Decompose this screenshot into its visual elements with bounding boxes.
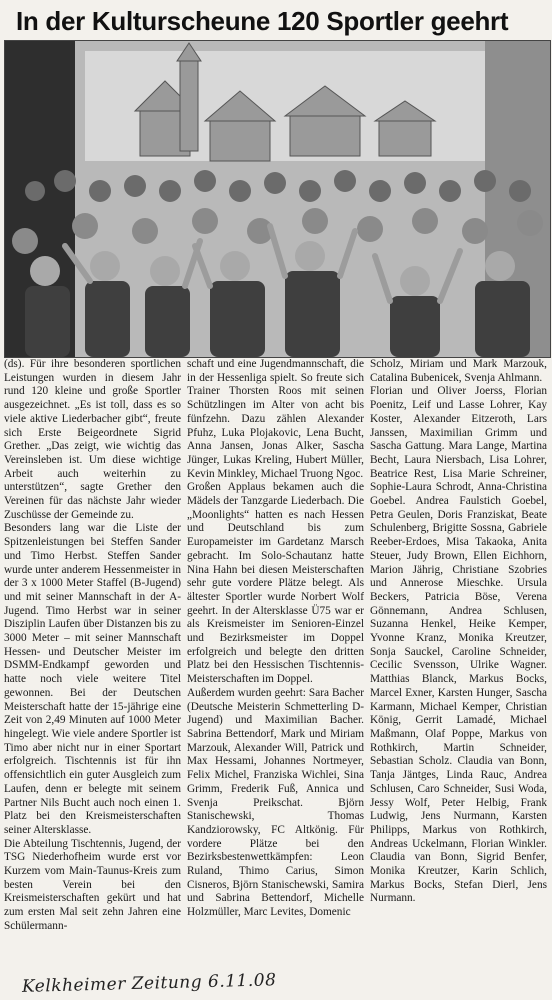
article-paragraph: Großen Applaus bekamen auch die Mädels der Tanzgarde Liederbach. Die „Moonlights“ hatten es nach Hessen und Deutschland bis zum Europameister im Gardetanz Marsch gebracht. Im Solo-Schautanz hatte Nina Hahn bei diesen Meisterschaften sehr gute vordere Plätze belegt. Als ältester Sportler wurde Norbert Wolf geehrt. In der Altersklasse Ü75 war er als Kreismeister im Senioren-Einzel und Bezirksmeister im Doppel erfolgreich und belegte den dritten Platz bei den Hessischen Tischtennis-Meisterschaften im Doppel. [187, 481, 364, 686]
article-paragraph: schaft und eine Jugendmannschaft, die in der Hessenliga spielt. So freute sich Trainer Thorsten Roos mit seinen Schützlingen im Alter von acht bis fünfzehn. Dazu zählen Alexander Pfuhz, Luka Plojakovic, Lena Bucht, Anna Jansen, Jonas Alker, Sascha Jünger, Lukas Kreling, Hubert Müller, Kevin Minkley, Michael Truong Ngoc. [187, 358, 364, 480]
article-paragraph: (ds). Für ihre besonderen sportlichen Leistungen wurden in diesem Jahr rund 120 kleine und große Sportler ausgezeichnet. „Es ist toll, dass es so viele aktive Liederbacher gibt“, freute sich Erste Beigeordnete Sigrid Grether. „Das zeigt, wie wichtig das Vereinsleben ist. Um diese wichtige Arbeit auch weiterhin zu unterstützen“, sagte Grether den Vereinen für das nächste Jahr wieder Zuschüsse der Gemeinde zu. [4, 358, 181, 521]
article-column-1 [4, 358, 181, 962]
article-column-2 [187, 358, 364, 962]
article-paragraph: Scholz, Miriam und Mark Marzouk, Catalina Bubenicek, Svenja Ahlmann. [370, 358, 547, 384]
article-paragraph: Besonders lang war die Liste der Spitzenleistungen bei Steffen Sander und Timo Herbst. Steffen Sander wurde unter anderem Hessenmeister in der 3 x 1000 Meter Staffel (B-Jugend) und mit seiner Mannschaft in der A-Jugend. Timo Herbst war in seiner Disziplin Laufen über Distanzen bis zu 3000 Meter – mit seiner Mannschaft Hessen- und Deutscher Meister im DSMM-Endkampf geworden und hatte noch viele weitere Titel gewonnen. Bei der Deutschen Meisterschaft hatte der 15-jährige eine Zeit von 2,49 Minuten auf 1000 Meter hingelegt. Wie viele andere Sportler ist Timo aber nicht nur in einer Sportart erfolgreich. Tischtennis ist für ihn offensichtlich ein guter Ausgleich zum Laufen, denn er belegte mit seinem Partner Nils Bucht auch noch einen 1. Platz bei den Kreismeisterschaften seiner Altersklasse. [4, 522, 181, 836]
group-photo [4, 40, 551, 358]
headline: In der Kulturscheune 120 Sportler geehrt [16, 6, 509, 36]
group-photo-illustration [5, 41, 550, 357]
article-body [4, 358, 549, 962]
handwritten-source-note: Kelkheimer Zeitung 6.11.08 [21, 970, 277, 997]
article-paragraph: Die Abteilung Tischtennis, Jugend, der TSG Niederhofheim wurde erst vor Kurzem vom Main-Taunus-Kreis zum besten Verein bei den Kreismeisterschaften gekürt und hat zum ersten Mal seit zehn Jahren eine Schülermann- [4, 837, 181, 932]
article-paragraph: Außerdem wurden geehrt: Sara Bacher (Deutsche Meisterin Schmetterling D-Jugend) und Maximilian Bacher. Sabrina Bettendorf, Mark und Miriam Marzouk, Alexander Will, Patrick und Max Hessami, Johannes Nortmeyer, Felix Michel, Franziska Wichlei, Sina Grimm, Frederik Fuß, Annica und Svenja Preikschat. Björn Stanischewski, Thomas Kandziorowsky, FC Altkönig. Für vordere Plätze bei den Bezirksbestenwettkämpfen: Leon Ruland, Thimo Carius, Simon Cisneros, Björn Stanischewski, Samira und Sabrina Bettendorf, Michelle Holzmüller, Marc Levites, Domenic [187, 686, 364, 919]
article-paragraph: Florian und Oliver Joerss, Florian Poenitz, Leif und Lasse Lohrer, Kay Koster, Alexander Eitzeroth, Lars Janssen, Maximilian Grimm und Sascha Gattung. Mara Lange, Martina Becht, Laura Niersbach, Lisa Lohrer, Beatrice Rest, Lisa Marie Schreiner, Sophie-Laura Schrodt, Anna-Christina Goebel. Andrea Faulstich Goebel, Petra Geulen, Doris Franziskat, Beate Schulenberg, Brigitte Sossna, Gabriele Reeber-Erdoes, Misa Takaoka, Anita Steuer, Judy Brown, Ellen Eichhorn, Marion Jährig, Christiane Szobries und Annerose Mieschke. Ursula Beckers, Patricia Böse, Verena Gönnemann, Andrea Schlusen, Suzanna Henkel, Heike Kemper, Yvonne Kranz, Monika Kreutzer, Sonja Sauckel, Caroline Schneider, Cecilic Svensson, Ulrike Wagner. Matthias Blanck, Markus Bocks, Marcel Exner, Karsten Hunger, Sascha Karmann, Michael Kemper, Christian König, Gerrit Lamadé, Michael Maßmann, Olaf Poppe, Markus von Rothkirch, Martin Schneider, Sebastian Scholz. Claudia van Bonn, Tanja Jäntges, Linda Rauc, Andrea Schlusen, Caro Schneider, Susi Woda, Jessy Wolf, Peter Helbig, Frank Ludwig, Jens Nurmann, Karsten Philipps, Markus von Rothkirch, Andreas Uckelmann, Florian Winkler. Claudia van Bonn, Sigrid Benfer, Monika Kreutzer, Karin Schlich, Markus Bocks, Stefan Dierl, Jens Nurmann. [370, 385, 547, 905]
article-column-3 [370, 358, 547, 962]
